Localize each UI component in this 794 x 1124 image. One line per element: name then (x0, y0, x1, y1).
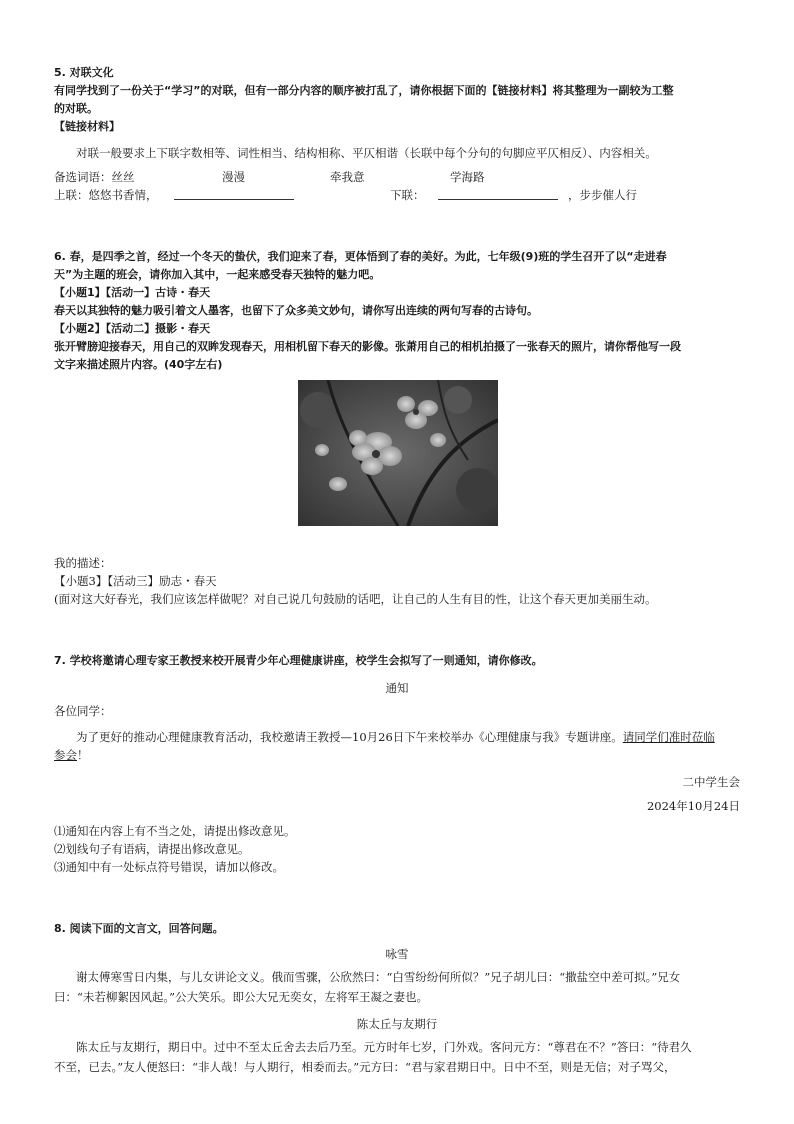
q6-sub2-text-line1: 张开臂膀迎接春天，用自己的双眸发现春天，用相机留下春天的影像。张萧用自己的相机拍摄了一张春天的照片，请你帮他写一段 (54, 340, 681, 353)
passage2-line2: 不至，已去。”友人便怒曰：“非人哉！与人期行，相委而去。”元方曰：“君与家君期日中。日中不至，则是无信；对子骂父， (54, 1060, 676, 1074)
notice-body-text: 为了更好的推动心理健康教育活动，我校邀请王教授—10月26日下午来校举办《心理健康与我》专题讲座。 (76, 730, 623, 744)
q6-sub2-title: 【小题2】【活动二】摄影・春天 (54, 322, 211, 335)
q5-lower-label: 下联： (390, 188, 425, 202)
notice-body-line1 (76, 730, 715, 744)
q6-sub2-text-line2: 文字来描述照片内容。(40字左右) (54, 358, 223, 371)
q6-intro-line1: 6. 春，是四季之首，经过一个冬天的蛰伏，我们迎来了春，更体悟到了春的美好。为此，七年级(9)班的学生召开了以“走进春 (54, 250, 667, 263)
notice-body-end: ！ (77, 748, 89, 762)
q5-options-label: 备选词语：丝丝 (54, 170, 135, 184)
q5-option-3: 牵我意 (330, 170, 365, 184)
passage1-title: 咏雪 (385, 947, 409, 961)
notice-underlined-sentence: 请同学们准时莅临 (622, 730, 715, 744)
q5-option-2: 漫漫 (222, 170, 245, 184)
q5-title: 5. 对联文化 (54, 66, 114, 79)
q6-sub1-text: 春天以其独特的魅力吸引着文人墨客，也留下了众多美文妙句，请你写出连续的两句写春的古诗句。 (54, 304, 538, 317)
q5-link-label: 【链接材料】 (54, 120, 120, 133)
q5-lower-blank[interactable] (438, 199, 558, 200)
passage2-title: 陈太丘与友期行 (356, 1017, 438, 1031)
q5-lower-tail: ，步步催人行 (568, 188, 637, 202)
q5-intro-line1: 有同学找到了一份关于“学习”的对联，但有一部分内容的顺序被打乱了，请你根据下面的【链接材料】将其整理为一副较为工整 (54, 84, 674, 97)
q6-my-description-label: 我的描述： (54, 556, 112, 570)
spring-blossom-photo (298, 380, 498, 526)
q8-intro: 8. 阅读下面的文言文，回答问题。 (54, 922, 224, 935)
passage1-line2: 曰：“未若柳絮因风起。”公大笑乐。即公大兄无奕女，左将军王凝之妻也。 (54, 990, 429, 1004)
q6-sub1-title: 【小题1】【活动一】古诗・春天 (54, 286, 211, 299)
q5-material: 对联一般要求上下联字数相等、词性相当、结构相称、平仄相谐（长联中每个分句的句脚应平仄相反）、内容相关。 (76, 146, 657, 160)
notice-greeting: 各位同学： (54, 704, 112, 718)
notice-title: 通知 (385, 681, 409, 695)
q6-intro-line2: 天”为主题的班会，请你加入其中，一起来感受春天独特的魅力吧。 (54, 268, 381, 281)
notice-signer: 二中学生会 (682, 775, 740, 789)
notice-underlined-sentence-end: 参会 (54, 748, 77, 762)
q6-sub3-text: (面对这大好春光，我们应该怎样做呢？对自己说几句鼓励的话吧，让自己的人生有目的性，让这个春天更加美丽生动。 (54, 592, 657, 606)
q6-sub3-title: 【小题3】【活动三】励志・春天 (54, 574, 217, 588)
passage1-line1: 谢太傅寒雪日内集，与儿女讲论文义。俄而雪骤，公欣然曰：“白雪纷纷何所似？”兄子胡儿曰：“撒盐空中差可拟。”兄女 (76, 970, 681, 984)
q5-upper-couplet: 上联：悠悠书香情， (54, 188, 158, 202)
notice-date: 2024年10月24日 (646, 799, 740, 813)
passage2-line1: 陈太丘与友期行，期日中。过中不至太丘舍去去后乃至。元方时年七岁，门外戏。客问元方：“尊君在不？”答曰：“待君久 (76, 1040, 692, 1054)
q5-upper-blank[interactable] (174, 199, 294, 200)
notice-body-line2 (54, 748, 89, 762)
q7-intro: 7. 学校将邀请心理专家王教授来校开展青少年心理健康讲座，校学生会拟写了一则通知，请你修改。 (54, 654, 543, 667)
q5-intro-line2: 的对联。 (54, 102, 98, 115)
q7-ask-2: ⑵划线句子有语病，请提出修改意见。 (54, 842, 250, 856)
q7-ask-1: ⑴通知在内容上有不当之处，请提出修改意见。 (54, 824, 296, 838)
q7-ask-3: ⑶通知中有一处标点符号错误，请加以修改。 (54, 860, 284, 874)
q5-option-4: 学海路 (450, 170, 485, 184)
